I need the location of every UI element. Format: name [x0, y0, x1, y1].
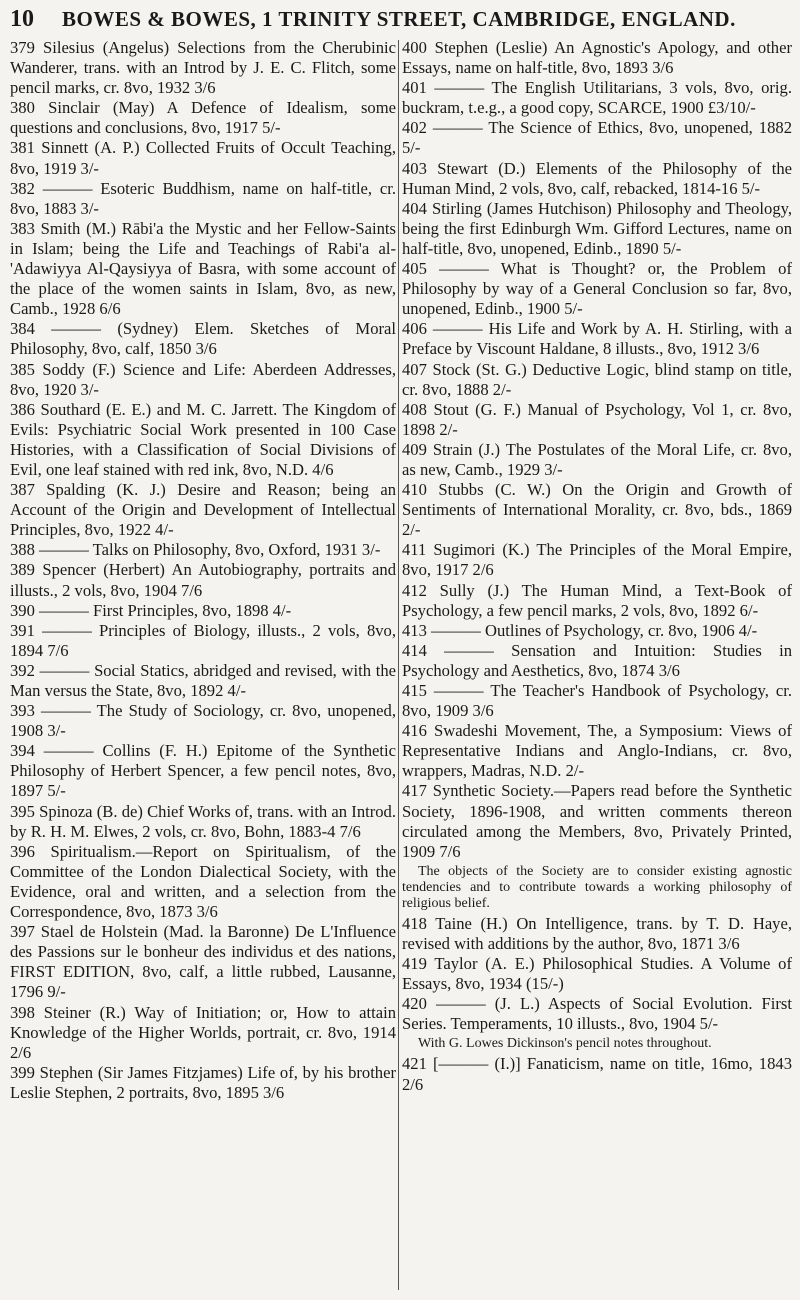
- catalogue-entry: 420 ——— (J. L.) Aspects of Social Evolution. First Series. Temperaments, 10 illusts., 8vo, 1904 5/-: [402, 994, 792, 1034]
- catalogue-entry: 388 ——— Talks on Philosophy, 8vo, Oxford, 1931 3/-: [10, 540, 381, 560]
- catalogue-entry: 414 ——— Sensation and Intuition: Studies in Psychology and Aesthetics, 8vo, 1874 3/6: [402, 640, 792, 680]
- catalogue-entry: 402 ——— The Science of Ethics, 8vo, unopened, 1882 5/-: [402, 118, 792, 158]
- catalogue-entry: 386 Southard (E. E.) and M. C. Jarrett. The Kingdom of Evils: Psychiatric Social Work presented in 100 Case Histories, with a Classification of Social Divisions of Evil, one leaf stained with red ink, 8vo, N.D. 4/6: [10, 399, 396, 479]
- catalogue-entry: 379 Silesius (Angelus) Selections from the Cherubinic Wanderer, trans. with an Introd by J. E. C. Flitch, some pencil marks, cr. 8vo, 1932 3/6: [10, 38, 396, 98]
- catalogue-entry: 398 Steiner (R.) Way of Initiation; or, How to attain Knowledge of the Higher Worlds, portrait, cr. 8vo, 1914 2/6: [10, 1002, 396, 1062]
- catalogue-entry: 395 Spinoza (B. de) Chief Works of, trans. with an Introd. by R. H. M. Elwes, 2 vols, cr. 8vo, Bohn, 1883-4 7/6: [10, 801, 396, 841]
- running-title: BOWES & BOWES, 1 TRINITY STREET, CAMBRIDGE, ENGLAND.: [62, 7, 736, 31]
- catalogue-entry: 421 [——— (I.)] Fanaticism, name on title, 16mo, 1843 2/6: [402, 1054, 792, 1094]
- catalogue-entry: 412 Sully (J.) The Human Mind, a Text-Book of Psychology, a few pencil marks, 2 vols, 8vo, 1892 6/-: [402, 580, 792, 620]
- catalogue-entry: 399 Stephen (Sir James Fitzjames) Life of, by his brother Leslie Stephen, 2 portraits, 8vo, 1895 3/6: [10, 1062, 396, 1102]
- catalogue-entry: 405 ——— What is Thought? or, the Problem of Philosophy by way of a General Conclusion so far, 8vo, unopened, Edinb., 1900 5/-: [402, 259, 792, 319]
- catalogue-entry: 409 Strain (J.) The Postulates of the Moral Life, cr. 8vo, as new, Camb., 1929 3/-: [402, 439, 792, 479]
- catalogue-entry: 415 ——— The Teacher's Handbook of Psychology, cr. 8vo, 1909 3/6: [402, 681, 792, 721]
- catalogue-entry: 418 Taine (H.) On Intelligence, trans. by T. D. Haye, revised with additions by the author, 8vo, 1871 3/6: [402, 913, 792, 953]
- catalogue-entry: 417 Synthetic Society.—Papers read before the Synthetic Society, 1896-1908, and written comments thereon circulated among the Members, 8vo, Privately Printed, 1909 7/6: [402, 781, 792, 861]
- catalogue-entry: 381 Sinnett (A. P.) Collected Fruits of Occult Teaching, 8vo, 1919 3/-: [10, 138, 396, 178]
- catalogue-entry: 411 Sugimori (K.) The Principles of the Moral Empire, 8vo, 1917 2/6: [402, 540, 792, 580]
- catalogue-entry: 396 Spiritualism.—Report on Spiritualism, of the Committee of the London Dialectical Society, with the Evidence, oral and written, and a selection from the Correspondence, 8vo, 1873 3/6: [10, 841, 396, 922]
- catalogue-entry: 407 Stock (St. G.) Deductive Logic, blind stamp on title, cr. 8vo, 1888 2/-: [402, 359, 792, 399]
- catalogue-entry: 397 Stael de Holstein (Mad. la Baronne) De L'Influence des Passions sur le bonheur des individus et des nations, FIRST EDITION, 8vo, calf, a little rubbed, Lausanne, 1796 9/-: [10, 922, 396, 1002]
- catalogue-entry: 380 Sinclair (May) A Defence of Idealism, some questions and conclusions, 8vo, 1917 5/-: [10, 98, 396, 138]
- entry-note: The objects of the Society are to consider existing agnostic tendencies and to contribute towards a working philosophy of religious belief.: [402, 863, 792, 911]
- catalogue-entry: 403 Stewart (D.) Elements of the Philosophy of the Human Mind, 2 vols, 8vo, calf, rebacked, 1814-16 5/-: [402, 158, 792, 198]
- catalogue-entry: 385 Soddy (F.) Science and Life: Aberdeen Addresses, 8vo, 1920 3/-: [10, 359, 396, 399]
- catalogue-entry: 413 ——— Outlines of Psychology, cr. 8vo, 1906 4/-: [402, 620, 758, 640]
- left-column: [10, 38, 396, 1103]
- right-column: [402, 38, 792, 1095]
- entry-note: With G. Lowes Dickinson's pencil notes throughout.: [418, 1036, 712, 1052]
- catalogue-entry: 416 Swadeshi Movement, The, a Symposium: Views of Representative Indians and Anglo-Indians, cr. 8vo, wrappers, Madras, N.D. 2/-: [402, 721, 792, 781]
- catalogue-entry: 410 Stubbs (C. W.) On the Origin and Growth of Sentiments of International Morality, cr. 8vo, bds., 1869 2/-: [402, 480, 792, 540]
- catalogue-entry: 390 ——— First Principles, 8vo, 1898 4/-: [10, 600, 292, 620]
- column-divider: [398, 40, 399, 1290]
- catalogue-entry: 389 Spencer (Herbert) An Autobiography, portraits and illusts., 2 vols, 8vo, 1904 7/6: [10, 560, 396, 600]
- catalogue-entry: 383 Smith (M.) Rābi'a the Mystic and her Fellow-Saints in Islam; being the Life and Teachings of Rabi'a al-'Adawiyya Al-Qaysiyya of Basra, with some account of the place of the women saints in Islam, 8vo, as new, Camb., 1928 6/6: [10, 218, 396, 319]
- page-number: 10: [10, 6, 34, 32]
- catalogue-entry: 387 Spalding (K. J.) Desire and Reason; being an Account of the Origin and Development of Intellectual Principles, 8vo, 1922 4/-: [10, 480, 396, 540]
- catalogue-entry: 392 ——— Social Statics, abridged and revised, with the Man versus the State, 8vo, 1892 4/-: [10, 660, 396, 700]
- catalogue-entry: 382 ——— Esoteric Buddhism, name on half-title, cr. 8vo, 1883 3/-: [10, 178, 396, 218]
- catalogue-entry: 419 Taylor (A. E.) Philosophical Studies. A Volume of Essays, 8vo, 1934 (15/-): [402, 954, 792, 994]
- catalogue-entry: 391 ——— Principles of Biology, illusts., 2 vols, 8vo, 1894 7/6: [10, 620, 396, 660]
- catalogue-entry: 401 ——— The English Utilitarians, 3 vols, 8vo, orig. buckram, t.e.g., a good copy, SCARCE, 1900 £3/10/-: [402, 78, 792, 118]
- catalogue-entry: 404 Stirling (James Hutchison) Philosophy and Theology, being the first Edinburgh Wm. Gifford Lectures, name on half-title, 8vo, unopened, Edinb., 1890 5/-: [402, 198, 792, 258]
- catalogue-entry: 394 ——— Collins (F. H.) Epitome of the Synthetic Philosophy of Herbert Spencer, a few pencil notes, 8vo, 1897 5/-: [10, 741, 396, 801]
- catalogue-entry: 384 ——— (Sydney) Elem. Sketches of Moral Philosophy, 8vo, calf, 1850 3/6: [10, 319, 396, 359]
- catalogue-entry: 393 ——— The Study of Sociology, cr. 8vo, unopened, 1908 3/-: [10, 701, 396, 741]
- catalogue-entry: 400 Stephen (Leslie) An Agnostic's Apology, and other Essays, name on half-title, 8vo, 1893 3/6: [402, 38, 792, 78]
- catalogue-entry: 406 ——— His Life and Work by A. H. Stirling, with a Preface by Viscount Haldane, 8 illusts., 8vo, 1912 3/6: [402, 319, 792, 359]
- page-header: [10, 6, 786, 36]
- catalogue-entry: 408 Stout (G. F.) Manual of Psychology, Vol 1, cr. 8vo, 1898 2/-: [402, 399, 792, 439]
